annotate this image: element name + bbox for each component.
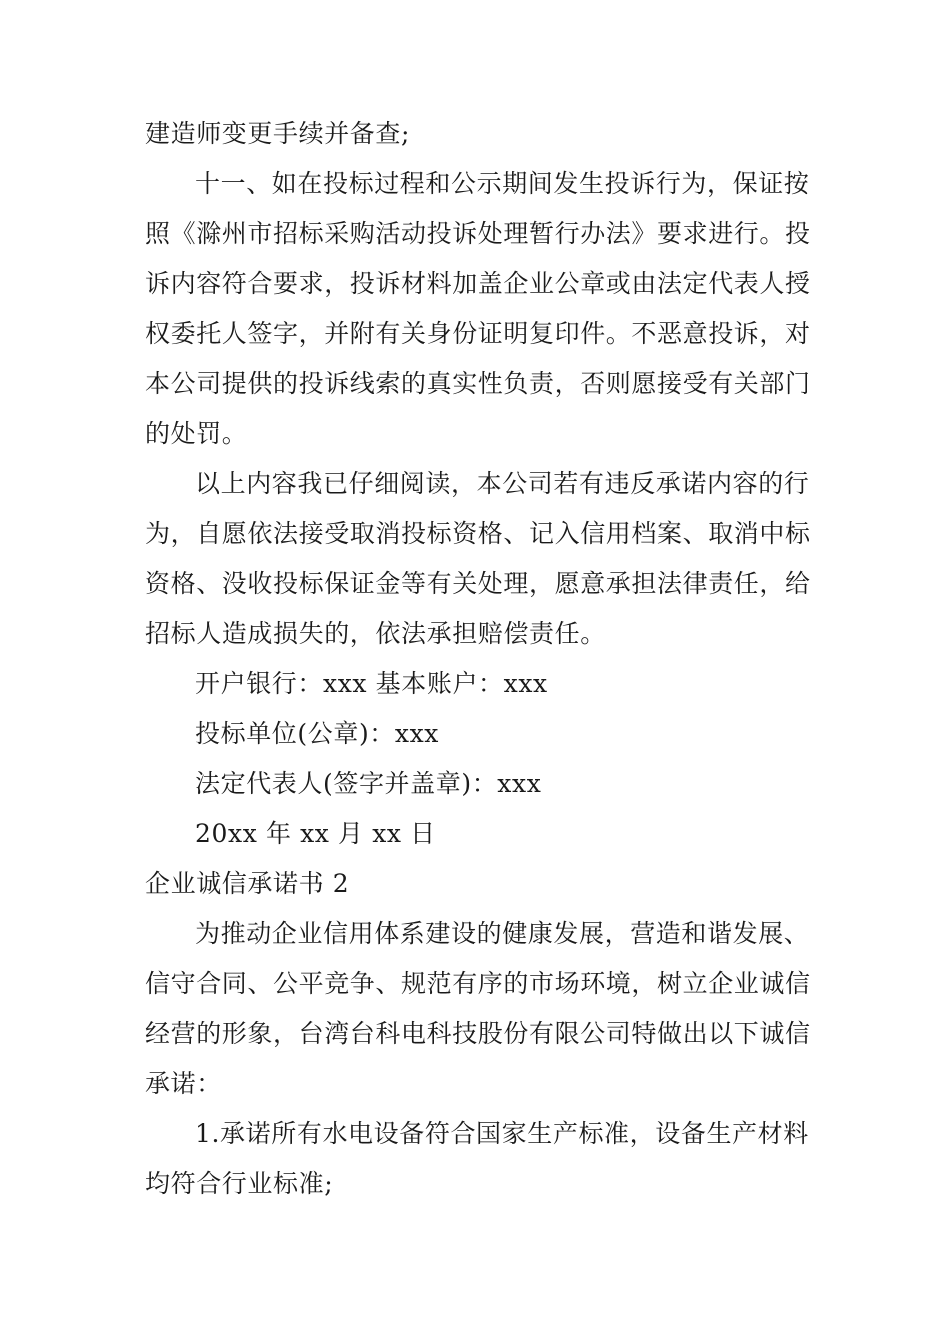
- text-line: 资格、没收投标保证金等有关处理，愿意承担法律责任，给: [145, 569, 811, 598]
- text-line: 为，自愿依法接受取消投标资格、记入信用档案、取消中标: [145, 519, 811, 548]
- text-line: 诉内容符合要求，投诉材料加盖企业公章或由法定代表人授: [145, 269, 811, 298]
- text-line: 本公司提供的投诉线索的真实性负责，否则愿接受有关部门: [145, 369, 811, 398]
- section-title: 企业诚信承诺书 2: [145, 869, 350, 898]
- list-item-line: 1.承诺所有水电设备符合国家生产标准，设备生产材料: [195, 1119, 809, 1148]
- paragraph-start-line: 以上内容我已仔细阅读，本公司若有违反承诺内容的行: [195, 469, 810, 498]
- text-line: 照《滁州市招标采购活动投诉处理暂行办法》要求进行。投: [145, 219, 811, 248]
- text-line: 的处罚。: [145, 419, 248, 448]
- text-line: 承诺：: [145, 1069, 222, 1098]
- paragraph-start-line: 十一、如在投标过程和公示期间发生投诉行为，保证按: [195, 169, 810, 198]
- text-line: 权委托人签字，并附有关身份证明复印件。不恶意投诉，对: [145, 319, 811, 348]
- bidder-line: 投标单位(公章)：xxx: [195, 719, 440, 748]
- paragraph-start-line: 为推动企业信用体系建设的健康发展，营造和谐发展、: [195, 919, 810, 948]
- legal-representative-line: 法定代表人(签字并盖章)：xxx: [195, 769, 542, 798]
- text-line: 建造师变更手续并备查;: [145, 119, 411, 148]
- text-line: 信守合同、公平竞争、规范有序的市场环境，树立企业诚信: [145, 969, 811, 998]
- bank-account-line: 开户银行：xxx 基本账户：xxx: [195, 669, 548, 698]
- date-line: 20xx 年 xx 月 xx 日: [195, 819, 436, 848]
- text-line: 均符合行业标准;: [145, 1169, 334, 1198]
- text-line: 招标人造成损失的，依法承担赔偿责任。: [145, 619, 606, 648]
- text-line: 经营的形象，台湾台科电科技股份有限公司特做出以下诚信: [145, 1019, 811, 1048]
